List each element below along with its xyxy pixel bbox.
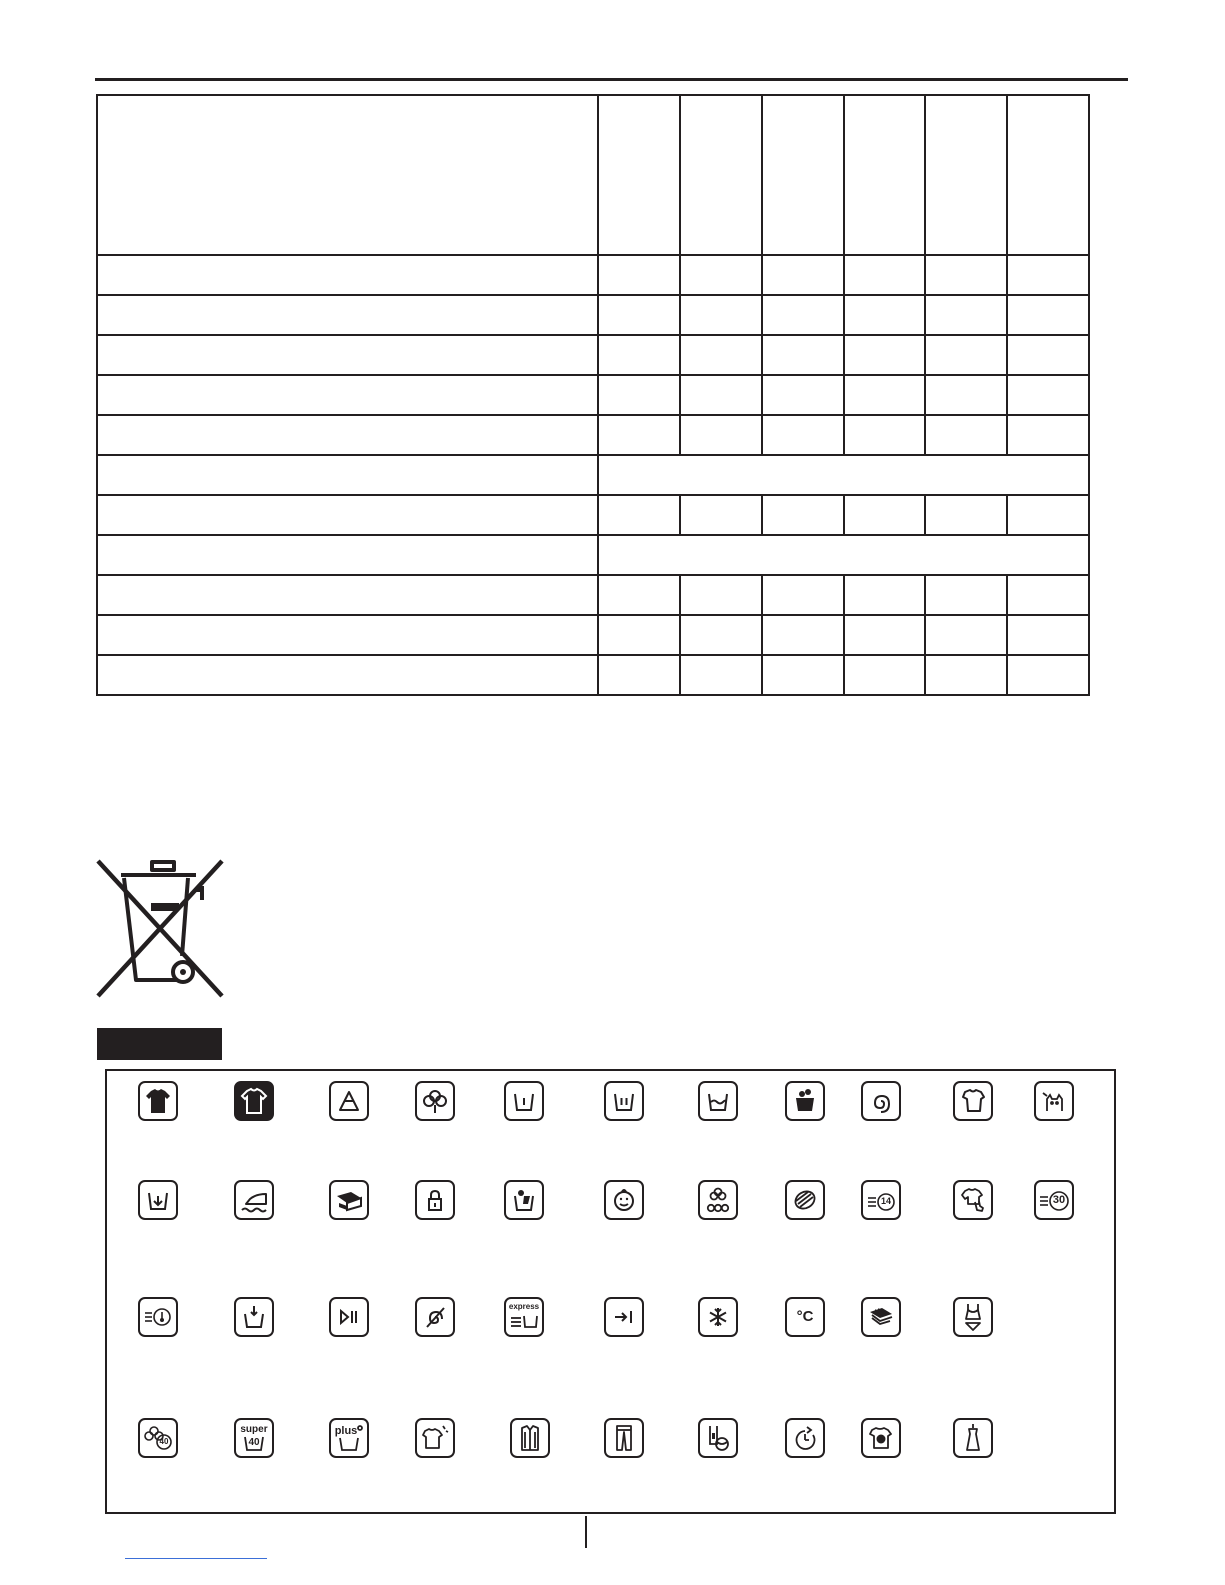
spec-table (96, 94, 1090, 696)
table-cell (1007, 95, 1089, 255)
table-cell (680, 495, 762, 535)
table-cell-merged (598, 455, 1089, 495)
table-cell (762, 575, 844, 615)
crossed-out-wheelie-bin-icon (96, 858, 226, 1000)
iron-steam-icon (234, 1180, 274, 1220)
table-row (97, 255, 1089, 295)
table-cell (844, 295, 925, 335)
table-cell (598, 255, 680, 295)
wool-skein-icon (785, 1180, 825, 1220)
table-cell (97, 615, 598, 655)
cottons-shirt-icon (138, 1081, 178, 1121)
table-row (97, 415, 1089, 455)
table-cell (680, 255, 762, 295)
table-cell (925, 615, 1007, 655)
no-spin-icon (415, 1297, 455, 1337)
table-cell (97, 295, 598, 335)
footer-link-underline (125, 1558, 267, 1559)
table-cell (680, 95, 762, 255)
table-cell (844, 375, 925, 415)
express-label: express (508, 1302, 540, 1311)
jeans-icon (604, 1418, 644, 1458)
table-cell (598, 495, 680, 535)
table-cell (97, 575, 598, 615)
table-cell (680, 295, 762, 335)
table-cell (762, 655, 844, 695)
table-cell (925, 335, 1007, 375)
hand-wash-icon (329, 1081, 369, 1121)
table-row (97, 495, 1089, 535)
table-cell (598, 655, 680, 695)
table-cell-merged (598, 535, 1089, 575)
softener-tub-icon (234, 1297, 274, 1337)
table-cell (598, 95, 680, 255)
table-cell (97, 535, 598, 575)
spin-spiral-icon (861, 1081, 901, 1121)
plus-label: plus (334, 1425, 358, 1437)
table-cell (680, 655, 762, 695)
child-lock-icon (415, 1180, 455, 1220)
super-label: super (240, 1424, 268, 1435)
delay-end-icon (604, 1297, 644, 1337)
table-cell (844, 655, 925, 695)
table-header-row (97, 95, 1089, 255)
prewash-tub-icon (504, 1081, 544, 1121)
intensive-wash-icon (785, 1081, 825, 1121)
table-cell (762, 375, 844, 415)
cotton-flower-icon (415, 1081, 455, 1121)
main-wash-tub-icon (604, 1081, 644, 1121)
table-cell (1007, 655, 1089, 695)
table-cell (844, 575, 925, 615)
top-rule (95, 78, 1128, 81)
stain-tub-icon (504, 1180, 544, 1220)
table-cell (680, 615, 762, 655)
plus-icon (329, 1418, 369, 1458)
table-cell (1007, 255, 1089, 295)
table-row (97, 655, 1089, 695)
rinse-tub-icon (698, 1081, 738, 1121)
quick-30-label: 30 (1052, 1194, 1066, 1206)
table-cell (97, 415, 598, 455)
table-cell (598, 335, 680, 375)
synthetics-shirt-icon (234, 1081, 274, 1121)
table-cell (97, 335, 598, 375)
lingerie-icon (953, 1297, 993, 1337)
dark-care-icon (861, 1418, 901, 1458)
table-cell (598, 375, 680, 415)
table-cell (598, 575, 680, 615)
table-cell (925, 375, 1007, 415)
table-cell (844, 615, 925, 655)
table-cell (97, 655, 598, 695)
table-cell (844, 255, 925, 295)
table-cell (97, 375, 598, 415)
super-40-label: 40 (248, 1437, 260, 1448)
table-cell (844, 495, 925, 535)
table-cell (1007, 575, 1089, 615)
table-cell (1007, 495, 1089, 535)
table-cell (762, 335, 844, 375)
express-wash-icon (504, 1297, 544, 1337)
towels-icon (329, 1180, 369, 1220)
cotton-40-label: 40 (159, 1437, 169, 1446)
drain-tub-icon (138, 1180, 178, 1220)
quick-14-icon (861, 1180, 901, 1220)
section-label-bar (97, 1028, 222, 1060)
table-cell (598, 295, 680, 335)
table-cell (762, 415, 844, 455)
baby-care-icon (604, 1180, 644, 1220)
shirts-icon (510, 1418, 550, 1458)
table-cell (844, 95, 925, 255)
table-row (97, 615, 1089, 655)
table-cell (598, 615, 680, 655)
table-cell (1007, 415, 1089, 455)
program-symbols-panel (105, 1069, 1116, 1514)
table-cell (762, 255, 844, 295)
table-cell (762, 495, 844, 535)
table-cell (598, 415, 680, 455)
shirts-sock-icon (953, 1180, 993, 1220)
table-row-merged (97, 455, 1089, 495)
start-pause-icon (329, 1297, 369, 1337)
table-cell (680, 575, 762, 615)
table-cell (925, 255, 1007, 295)
table-row (97, 375, 1089, 415)
footer-page-divider (585, 1516, 587, 1548)
table-row-merged (97, 535, 1089, 575)
temperature-celsius-icon (785, 1297, 825, 1337)
table-cell (844, 415, 925, 455)
table-cell (925, 95, 1007, 255)
quick-30-icon (1034, 1180, 1074, 1220)
table-cell (762, 295, 844, 335)
table-cell (762, 615, 844, 655)
fast-temperature-icon (138, 1297, 178, 1337)
celsius-label: °C (796, 1308, 814, 1325)
quick-14-label: 14 (880, 1196, 891, 1206)
table-cell (97, 455, 598, 495)
super-40-icon (234, 1418, 274, 1458)
table-cell (680, 415, 762, 455)
table-cell (680, 375, 762, 415)
table-cell (97, 495, 598, 535)
table-cell (925, 415, 1007, 455)
table-cell (1007, 375, 1089, 415)
table-row (97, 295, 1089, 335)
table-cell (1007, 615, 1089, 655)
table-cell (1007, 295, 1089, 335)
table-cell (762, 95, 844, 255)
table-cell (925, 495, 1007, 535)
table-cell (680, 335, 762, 375)
table-row (97, 575, 1089, 615)
woollens-icon (861, 1297, 901, 1337)
cold-snowflake-icon (698, 1297, 738, 1337)
easy-iron-shirt-icon (953, 1081, 993, 1121)
table-cell (925, 655, 1007, 695)
time-clock-icon (785, 1418, 825, 1458)
table-cell (844, 335, 925, 375)
cotton-eco-icon (698, 1180, 738, 1220)
table-row (97, 335, 1089, 375)
pet-hair-icon (1034, 1081, 1074, 1121)
table-cell (1007, 335, 1089, 375)
cotton-40-icon (138, 1418, 178, 1458)
table-cell (97, 95, 598, 255)
sports-ball-icon (698, 1418, 738, 1458)
refresh-shirt-icon (415, 1418, 455, 1458)
table-cell (925, 575, 1007, 615)
table-cell (97, 255, 598, 295)
curtain-dress-icon (953, 1418, 993, 1458)
table-cell (925, 295, 1007, 335)
